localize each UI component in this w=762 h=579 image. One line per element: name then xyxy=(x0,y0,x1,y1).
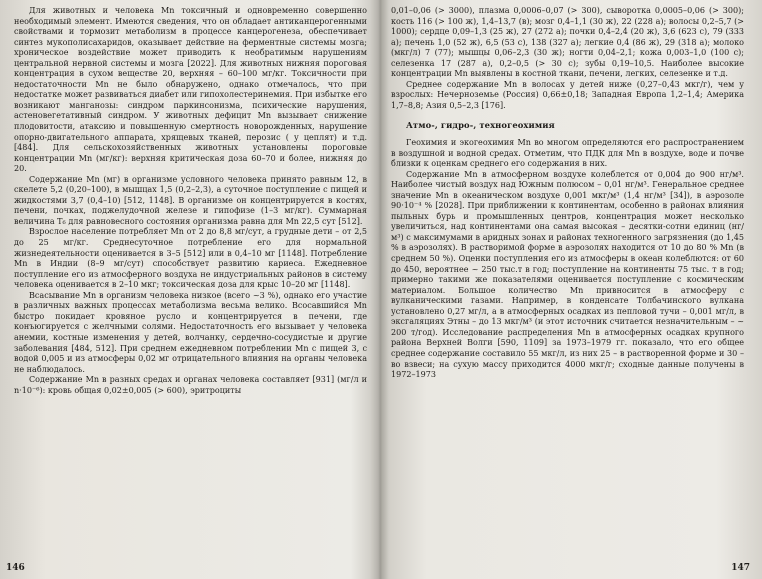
paragraph: Всасывание Mn в организм человека низкое (всего ~3 %), однако его участие в различных важных процессах метаболизма весьма велико. Всосавшийся Mn быстро покидает кровяное русло и концентрируется в печени, где конъюгируется с желчными солями. Недостаточность его вызывает у человека анемии, костные изменения у детей, волчанку, сердечно-сосудистые и другие заболевания [484, 512]. При среднем ежедневном потреблении Mn с пищей 3, с водой 0,005 и из атмосферы 0,02 мг отрицательного влияния на органы человека не наблюдалось. xyxy=(14,290,367,374)
paragraph: Содержание Mn в разных средах и органах человека составляет [931] (мг/л и n·10⁻⁶): кровь общая 0,02±0,005 (> 600), эритроциты xyxy=(14,375,367,395)
paragraph: Содержание Mn (мг) в организме условного человека принято равным 12, в скелете 5,2 (0,20–100), в мышцах 1,5 (0,2–2,3), а суточное поступление с пищей и жидкостями 3,7 (0,4–10) [512, 1148]. В организме он концентрируется в костях, печени, почках, поджелудочной железе и гипофизе (1–3 мг/кг). Суммарная величина T₆ для равновесного состояния организма равна для Mn 22,5 сут [512]. xyxy=(14,174,367,226)
paragraph: 0,01–0,06 (> 3000), плазма 0,0006–0,07 (> 300), сыворотка 0,0005–0,06 (> 300); кость 116 (> 100 ж), 1,4–13,7 (в); мозг 0,4–1,1 (30 ж), 22 (228 а); волосы 0,2–5,7 (> 1000); сердце 0,09–1,3 (25 ж), 27 (272 а); почки 0,4–2,4 (20 ж), 3,6 (623 с), 79 (333 а); печень 1,0 (52 ж), 6,5 (53 с), 138 (327 а); легкие 0,4 (86 ж), 29 (318 а); молоко (мкг/л) 7 (77); мышцы 0,06–2,3 (30 ж); ногти 0,04–2,1; кожа 0,003–1,0 (100 с); селезенка 17 (287 а), 0,2–0,5 (> 30 с); зубы 0,19–10,5. Наиболее высокие концентрации Mn выявлены в костной ткани, печени, легких, селезенке и т.д. xyxy=(391,6,744,79)
paragraph: Геохимия и экогеохимия Mn во многом определяются его распространением в воздушной и водной средах. Отметим, что ПДК для Mn в воздухе, воде и почве близки к оценкам среднего его содержания в них. xyxy=(391,138,744,169)
paragraph: Среднее содержание Mn в волосах у детей ниже (0,27–0,43 мкг/г), чем у взрослых: Нечерноземье (Россия) 0,66±0,18; Западная Европа 1,2–1,4; Америка 1,7–8,8; Азия 0,5–2,3 [176]. xyxy=(391,79,744,110)
left-page xyxy=(14,6,367,576)
page-number-right: 147 xyxy=(731,563,750,573)
section-heading: Атмо-, гидро-, техногеохимия xyxy=(406,120,555,131)
right-page xyxy=(391,6,744,576)
paragraph: Для животных и человека Mn токсичный и одновременно совершенно необходимый элемент. Имеются сведения, что он обладает антиканцерогенными свойствами и тормозит метаболизм в процессе канцерогенеза, обеспечивает синтез мукополисахаридов, оказывает действие на ферментные системы мозга; хроническое воздействие может приводить к необратимым нарушениям центральной нервной системы и мозга [2022]. Для животных нижняя пороговая концентрация в сухом веществе 20, верхняя – 60–100 мг/кг. Токсичности при недостаточности Mn не было обнаружено, однако отмечалось, что при недостатке может развиваться диабет или гипохолестеринемия. При избытке его возникают манганозы: синдром паркинсонизма, психические нарушения, астеновегетативный синдром. У животных дефицит Mn вызывает снижение плодовитости, атаксию и повышенную смертность новорожденных, нарушение опорно-двигательного аппарата, хрящевых тканей, перозис ( у цеплят) и т.д. [484]. Для сельскохозяйственных животных установлены пороговые концентрации Mn (мг/кг): верхняя критическая доза 60–70 и более, нижняя до 20. xyxy=(14,6,367,174)
paragraph: Содержание Mn в атмосферном воздухе колеблется от 0,004 до 900 нг/м³. Наиболее чистый воздух над Южным полюсом – 0,01 нг/м³. Генеральное среднее значение Mn в океаническом воздухе 0,001 мкг/м³ (1,4 нг/м³ [34]), в аэрозоле 90·10⁻⁴ % [2028]. При приближении к континентам, особенно в районах влияния пыльных бурь и промышленных центров, концентрация может несколько увеличиться, над континентами она самая высокая – десятки-сотни единиц (нг/м³) с максимумами в аридных зонах и районах техногенного загрязнения (до 1,45 % в аэрозолях). В растворимой форме в аэрозолях находится от 10 до 80 % Mn (в среднем 50 %). Оценки поступления его из атмосферы в океан колеблются: от 60 до 450, вероятнее ~ 250 тыс.т в год; поступление на континенты 75 тыс. т в год; примерно такими же показателями оценивается поступление с космическим материалом. Большое количество Mn привносится в атмосферу с вулканическими газами. Например, в конденсате Толбачинского вулкана установлено 0,27 мг/л, а в атмосферных осадках из пепловой тучи – 0,001 мг/л, в эксгаляциях Этны – до 13 мкг/м³ (и этот источник считается незначительным – ~ 200 т/год). Исследование распределения Mn в атмосферных осадках крупного района Верхней Волги [590, 1109] за 1973–1979 гг. показало, что его общее среднее содержание составило 55 мкг/л, из них 25 – в растворенной форме и 30 – во взвеси; на сухую массу приходится 4000 мкг/г; сходные данные получены в 1972–1973 xyxy=(391,169,744,380)
page-number-left: 146 xyxy=(6,563,25,573)
book-gutter xyxy=(370,0,390,579)
paragraph: Взрослое население потребляет Mn от 2 до 8,8 мг/сут, а грудные дети – от 2,5 до 25 мг/кг. Среднесуточное потребление его для нормальной жизнедеятельности оценивается в 3–5 [512] или в 0,4–10 мг [1148]. Потребление Mn в Индии (8–9 мг/сут) способствует развитию кариеса. Ежедневное поступление его из атмосферного воздуха не индустриальных районов в систему человека оценивается в 2–10 мкг; токсическая доза для крыс 10–20 мг [1148]. xyxy=(14,227,367,290)
